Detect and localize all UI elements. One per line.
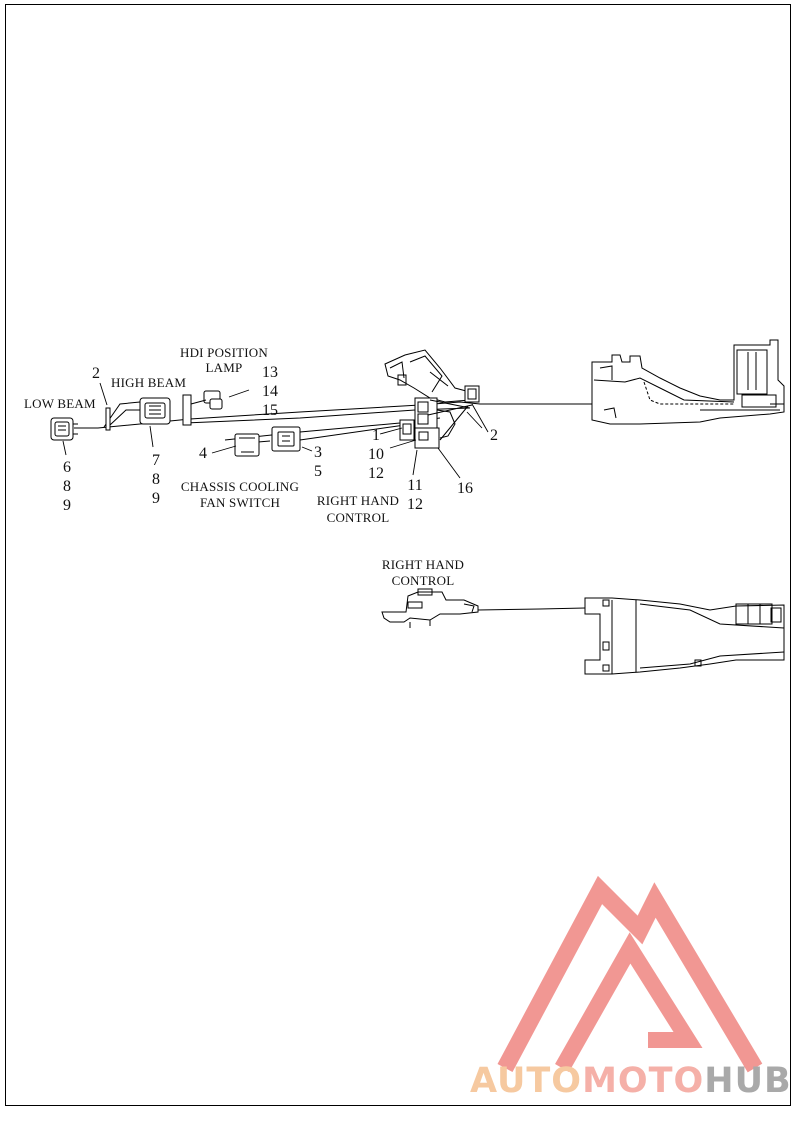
ref-stack-fan-switch — [314, 443, 322, 481]
ref-number-2-right: 2 — [490, 427, 498, 444]
ref-number: 9 — [63, 497, 71, 514]
ref-number: 12 — [368, 465, 384, 482]
label-right-hand-control-lower — [382, 557, 464, 589]
ref-number: 8 — [152, 471, 160, 488]
low-beam-connector — [51, 418, 78, 440]
ref-number: 14 — [262, 383, 278, 400]
label-fan-line-2: FAN SWITCH — [199, 495, 281, 510]
fan-switch-connector-right — [272, 427, 300, 451]
automotohub-logo-icon — [505, 890, 755, 1068]
label-hdi-line-1: HDI POSITION — [180, 345, 268, 360]
ref-number: 12 — [407, 496, 423, 513]
harness-sleeve — [183, 395, 191, 425]
ref-number: 1 — [372, 427, 380, 444]
label-hdi-line-2: LAMP — [205, 360, 243, 375]
ref-number: 13 — [262, 364, 278, 381]
label-right-hand-control-upper — [317, 492, 399, 526]
watermark-part-auto: AUTO — [470, 1061, 583, 1101]
ref-number: 15 — [262, 402, 278, 419]
ref-number: 7 — [152, 452, 160, 469]
fan-switch-connector-left — [235, 434, 259, 456]
right-hand-control-assembly — [385, 350, 479, 448]
ref-stack-hdi — [262, 363, 278, 420]
ref-stack-high-beam — [152, 451, 160, 508]
ref-number: 8 — [63, 478, 71, 495]
handlebar-housing-lower — [585, 598, 784, 674]
ref-stack-control-b — [407, 476, 423, 514]
watermark-part-hub: HUB — [704, 1061, 792, 1101]
ref-number-16: 16 — [457, 480, 473, 497]
ref-number: 10 — [368, 446, 384, 463]
ref-number-4: 4 — [199, 445, 207, 462]
ref-number: 5 — [314, 463, 322, 480]
ref-number: 3 — [314, 444, 322, 461]
label-rhc-upper-line-1: RIGHT HAND — [316, 493, 400, 508]
high-beam-connector — [140, 398, 170, 424]
right-hand-control-lower — [382, 589, 478, 628]
label-hdi-position-lamp — [180, 345, 268, 375]
ref-number: 6 — [63, 459, 71, 476]
watermark-text — [470, 1061, 792, 1101]
ref-number-2-left: 2 — [92, 365, 100, 382]
label-chassis-cooling-fan-switch — [181, 479, 299, 511]
label-rhc-lower-line-2: CONTROL — [391, 573, 455, 588]
label-rhc-lower-line-1: RIGHT HAND — [381, 557, 465, 572]
label-rhc-upper-line-2: CONTROL — [326, 510, 390, 525]
handlebar-housing-upper — [592, 340, 784, 424]
watermark-part-moto: MOTO — [582, 1061, 705, 1101]
ref-stack-control-a — [368, 426, 384, 483]
hdi-lamp-connector — [191, 391, 222, 409]
label-fan-line-1: CHASSIS COOLING — [180, 479, 300, 494]
harness-clip — [106, 408, 110, 430]
label-low-beam: LOW BEAM — [24, 396, 96, 411]
ref-number: 9 — [152, 490, 160, 507]
ref-stack-low-beam — [63, 458, 71, 515]
label-high-beam: HIGH BEAM — [111, 375, 187, 390]
lower-harness-wire — [478, 608, 585, 610]
ref-number: 11 — [407, 477, 423, 494]
